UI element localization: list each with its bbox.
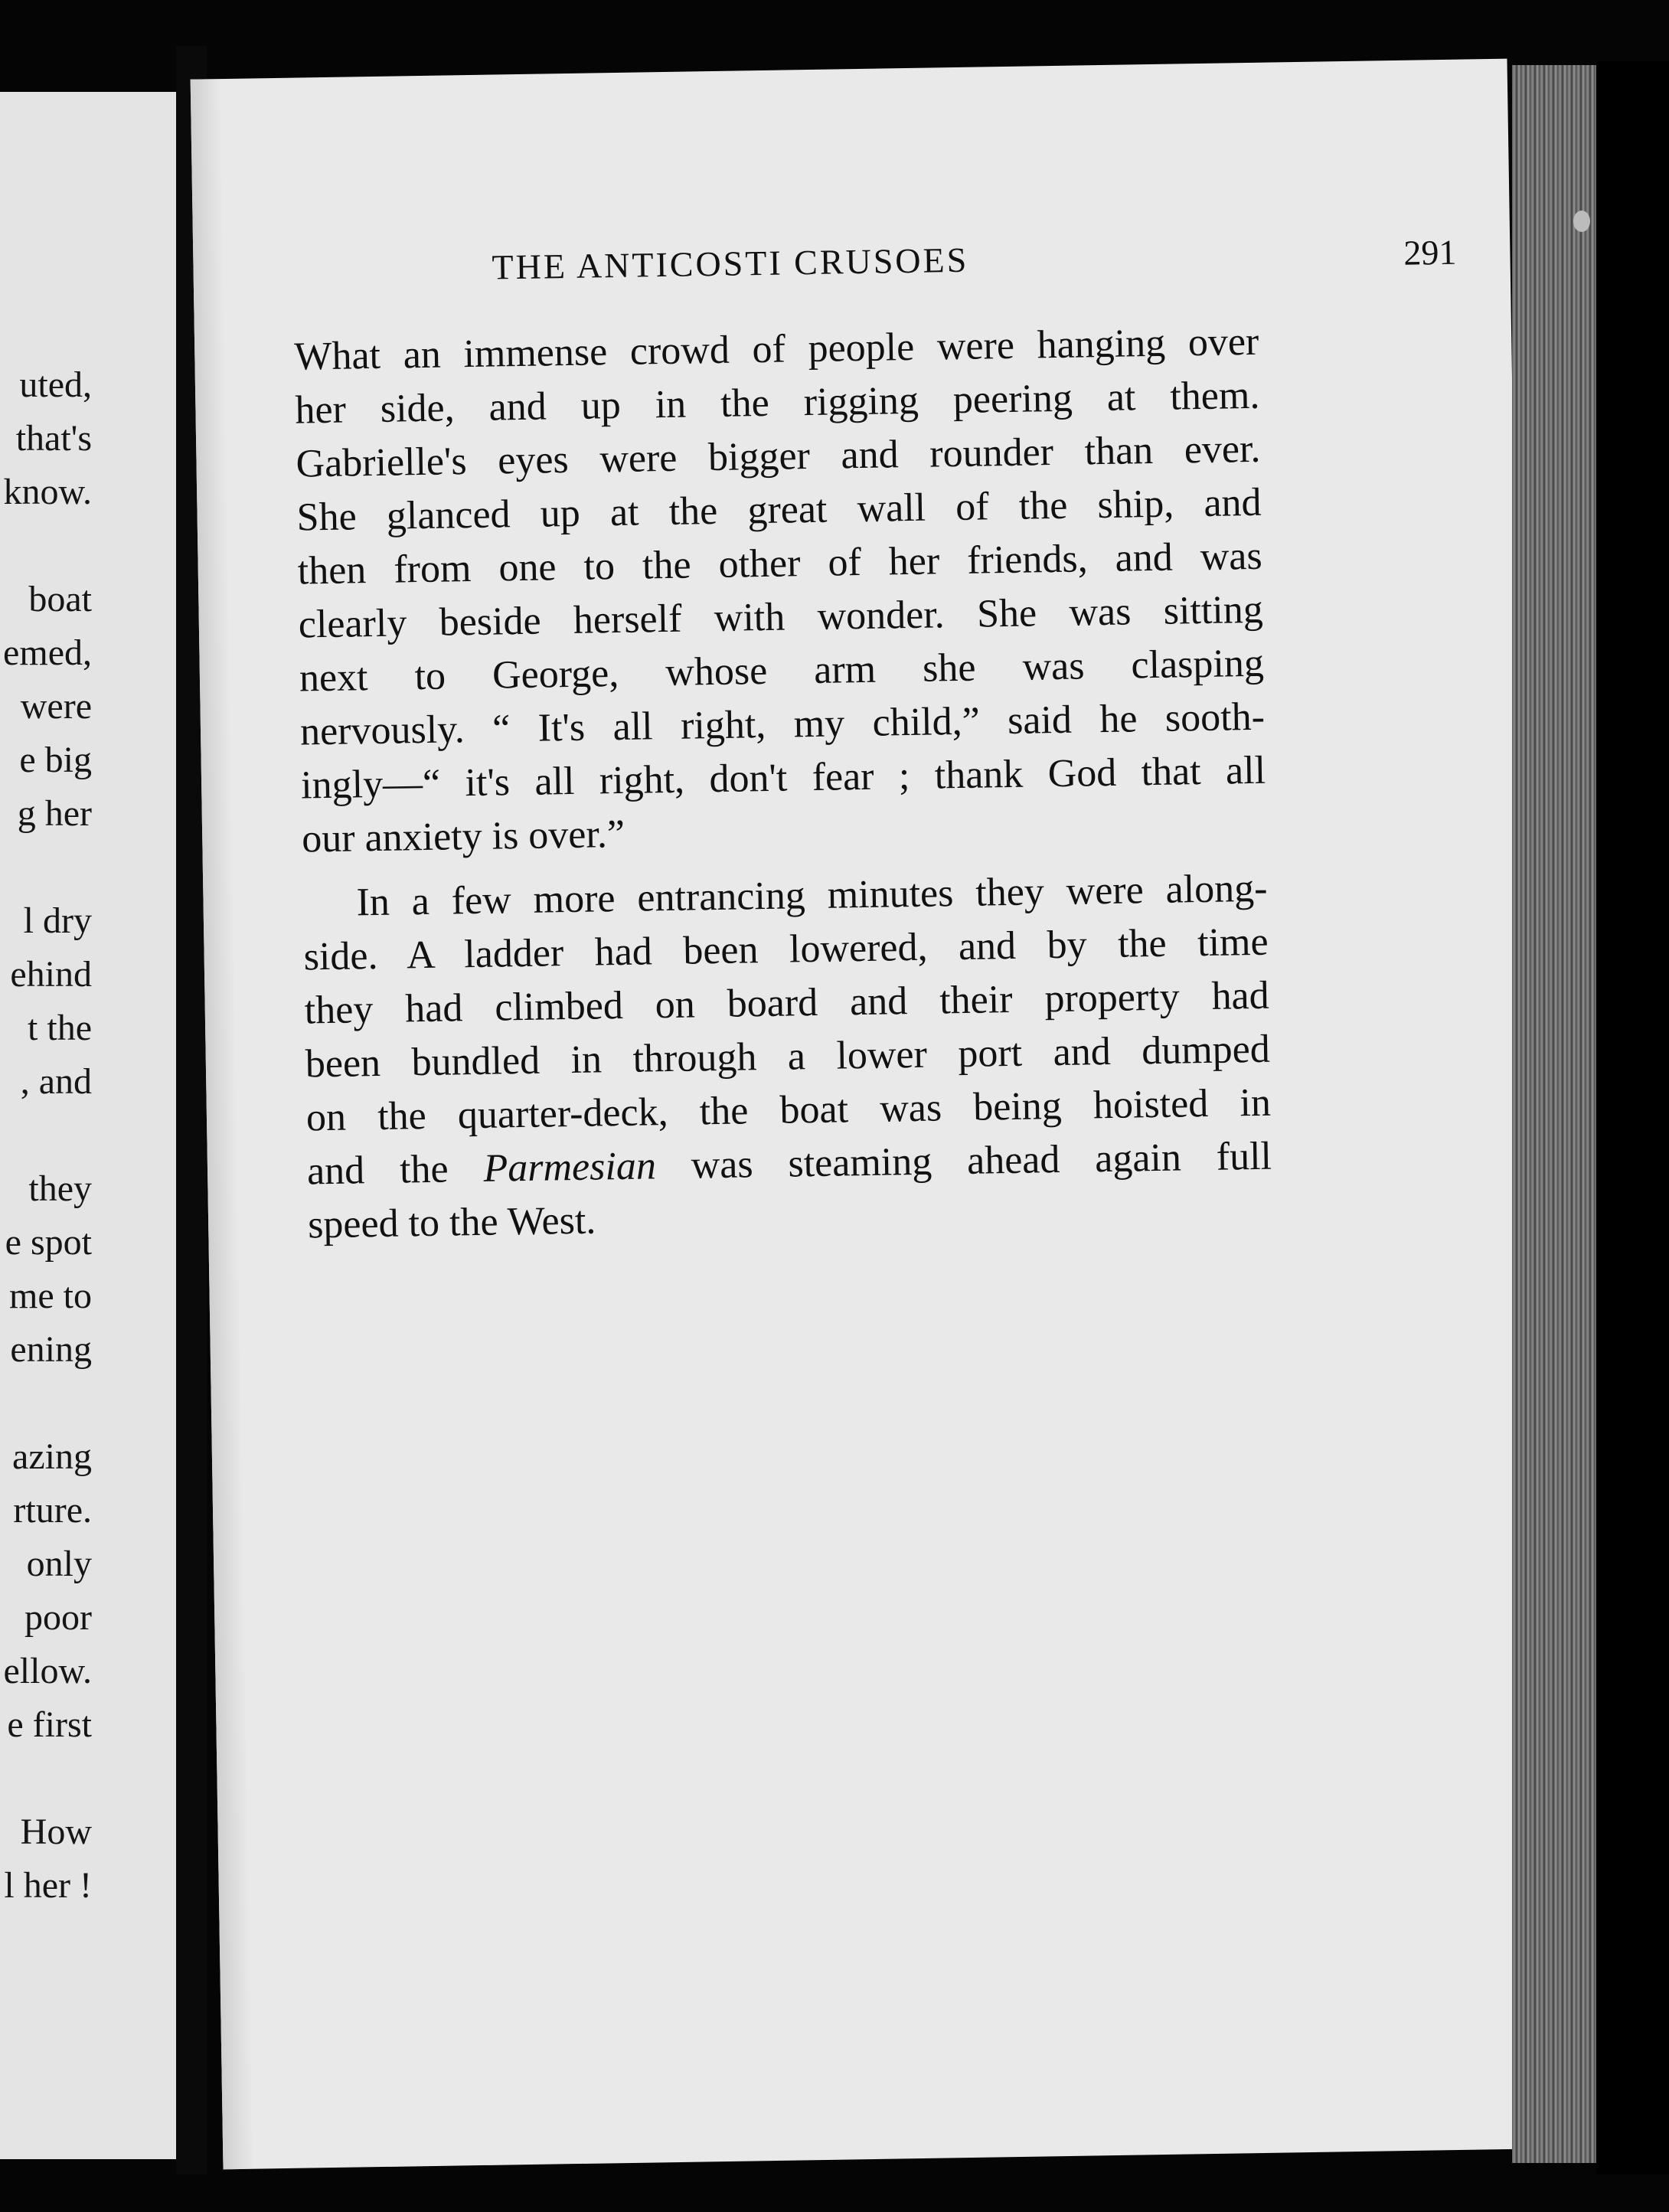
facing-page-text: azing [12,1436,92,1477]
facing-page-text: me to [9,1276,92,1316]
text-line: speed to the West. [307,1198,596,1247]
facing-page-text: l her ! [4,1865,92,1906]
facing-page-fragment [0,92,176,2159]
text-line: then from one to the other of her friends, and was [297,534,1263,593]
text-line: clearly beside herself with wonder. She was sitting [298,587,1264,647]
text-line: they had climbed on board and their property had [304,973,1270,1033]
facing-page-text: that's [15,418,92,459]
facing-page-text: ening [10,1329,92,1370]
facing-page-text: How [20,1812,92,1852]
text-line: She glanced up at the great wall of the ship, and [296,480,1262,540]
text-fragment: and the [306,1147,449,1194]
body-text [294,315,1273,1253]
ship-name: Parmesian [483,1144,657,1191]
facing-page-text: rture. [13,1490,92,1531]
facing-page-text: emed, [3,632,92,673]
text-line: her side, and up in the rigging peering at them. [295,373,1260,433]
text-line: What an immense crowd of people were hanging over [293,319,1259,379]
text-line: next to George, whose arm she was clasping [299,641,1265,701]
facing-page-text: ellow. [3,1651,92,1691]
facing-page-text: g her [17,793,92,834]
scan-border [1596,61,1669,2174]
facing-page-text: boat [28,579,92,619]
facing-page-text: ehind [10,954,92,995]
page-edges [1512,65,1596,2163]
text-line: nervously. “ It's all right, my child,” said he sooth- [299,694,1266,754]
text-line: In a few more entrancing minutes they were along- [356,866,1268,925]
facing-page-text: l dry [23,900,92,941]
facing-page-text: were [20,686,92,727]
text-fragment: was steaming ahead again full [691,1134,1272,1188]
facing-page-text: only [26,1544,92,1584]
running-title: THE ANTICOSTI CRUSOES [492,240,969,287]
running-header [492,232,1457,293]
text-line: ingly—“ it's all right, don't fear ; thank God that all [300,748,1266,808]
text-line: been bundled in through a lower port and dumped [305,1027,1271,1086]
facing-page-text: e spot [5,1222,92,1263]
text-line: Gabrielle's eyes were bigger and rounder than ever. [296,426,1261,486]
facing-page-text: poor [24,1597,92,1638]
facing-page-text: e first [7,1704,92,1745]
page-number: 291 [1403,232,1457,273]
facing-page-text: , and [20,1061,92,1102]
facing-page-text: uted, [19,364,92,405]
text-line: side. A ladder had been lowered, and by the time [303,920,1269,979]
facing-page-text: know. [3,472,92,512]
facing-page-text: t the [28,1008,92,1048]
edge-blemish [1573,211,1590,232]
book-page [191,59,1540,2170]
text-line: our anxiety is over.” [301,812,625,861]
facing-page-text: they [28,1168,92,1209]
text-line: on the quarter-deck, the boat was being hoisted in [305,1080,1272,1140]
facing-page-text: e big [19,740,92,780]
